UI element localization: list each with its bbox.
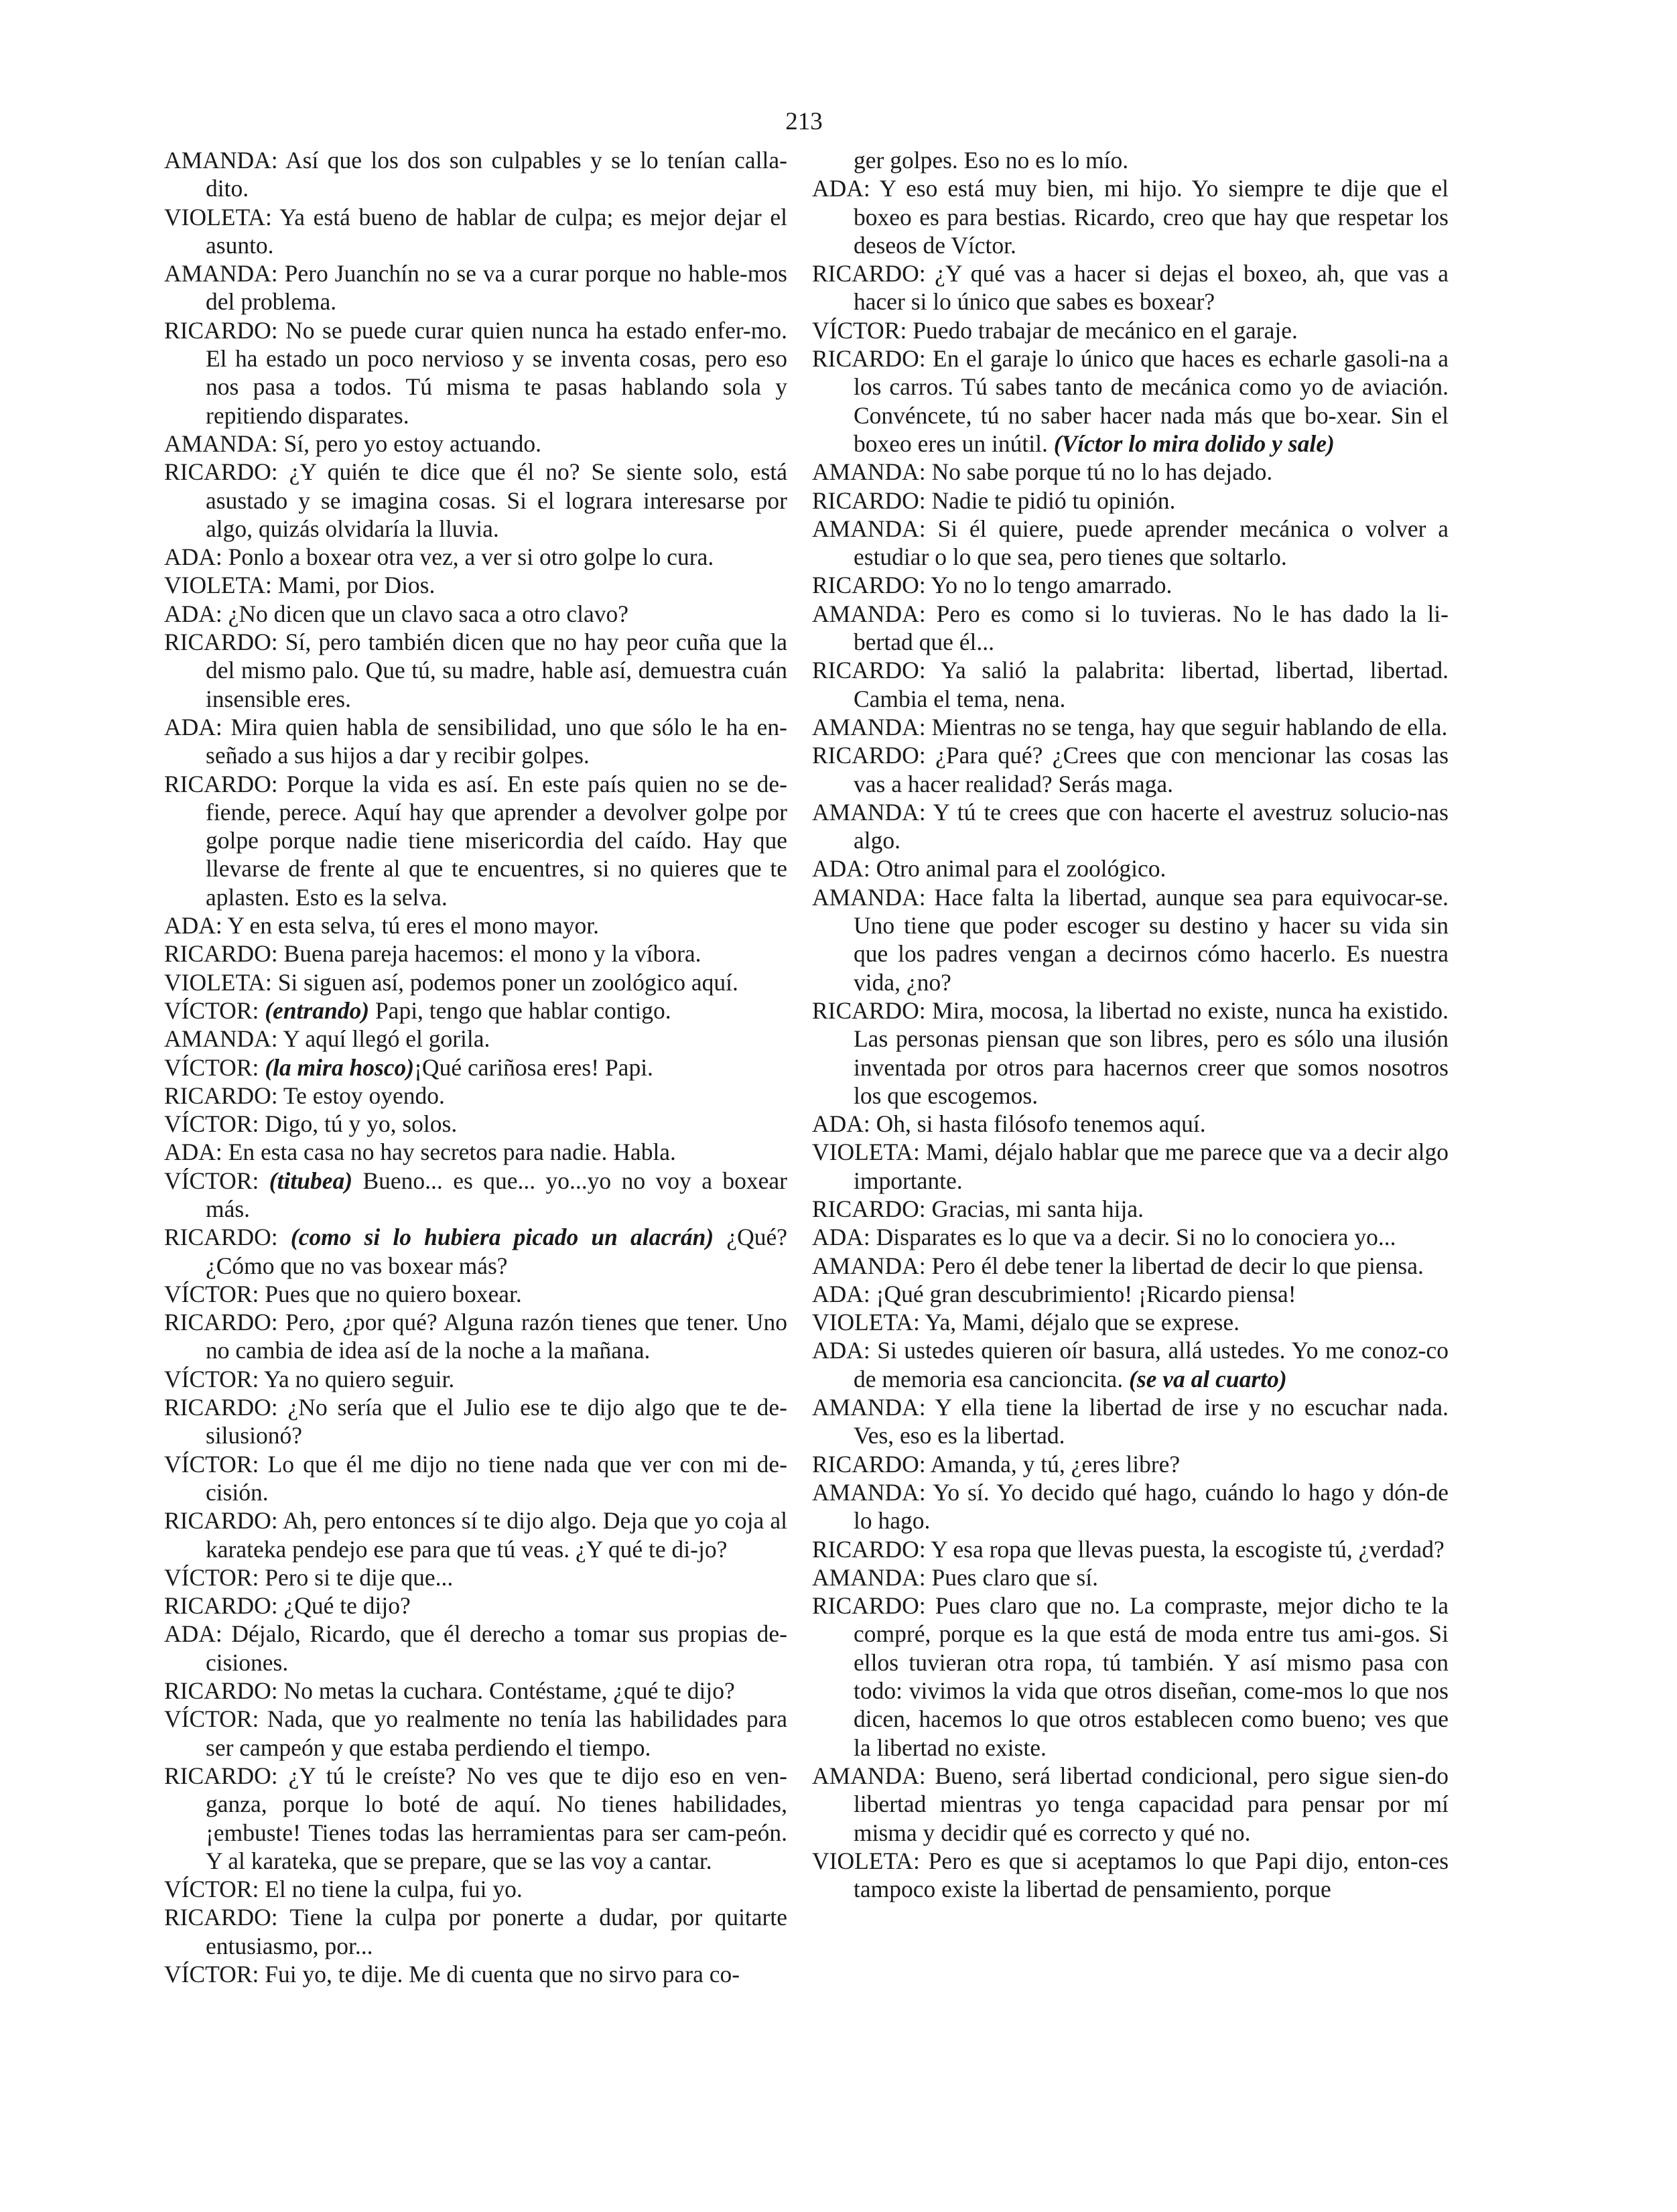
dialogue-text: Buena pareja hacemos: el mono y la víbora. [283, 940, 701, 968]
speaker-name: AMANDA: [164, 260, 278, 287]
dialogue-text: Si él quiere, puede aprender mecánica o volver a estudiar o lo que sea, pero tienes que soltarlo. [854, 515, 1449, 571]
speaker-name: RICARDO: [164, 1224, 278, 1251]
speaker-name: RICARDO: [164, 1677, 278, 1705]
dialogue-line [812, 174, 1449, 259]
dialogue-text: No se puede curar quien nunca ha estado enfer-mo. El ha estado un poco nervioso y se inventa cosas, pero eso nos pasa a todos. Tú misma te pasas hablando sola y repitiendo disparates. [206, 316, 787, 429]
dialogue-text: Bueno... es que... yo...yo no voy a boxear más. [206, 1167, 787, 1222]
dialogue-text: Yo sí. Yo decido qué hago, cuándo lo hago y dón-de lo hago. [854, 1478, 1449, 1535]
speaker-name: RICARDO: [812, 260, 926, 287]
dialogue-line [164, 571, 787, 599]
speaker-name: AMANDA: [812, 600, 926, 627]
dialogue-text: Si siguen así, podemos poner un zoológico aquí. [277, 968, 738, 996]
speaker-name: RICARDO: [164, 1507, 278, 1535]
dialogue-line [164, 1620, 787, 1677]
dialogue-text: ¿No dicen que un clavo saca a otro clavo? [228, 600, 628, 627]
dialogue-line [164, 1677, 787, 1705]
speaker-name: VÍCTOR: [164, 1876, 259, 1903]
dialogue-text: Puedo trabajar de mecánico en el garaje. [913, 316, 1298, 344]
dialogue-text: Lo que él me dijo no tiene nada que ver con mi de-cisión. [206, 1450, 787, 1506]
speaker-name: ADA: [164, 1620, 222, 1648]
dialogue-line [164, 1110, 787, 1138]
dialogue-line [812, 996, 1449, 1110]
speaker-name: RICARDO: [812, 742, 926, 769]
speaker-name: ADA: [164, 912, 222, 939]
dialogue-line [812, 1252, 1449, 1280]
dialogue-text: Y en esta selva, tú eres el mono mayor. [227, 912, 600, 939]
dialogue-line [812, 883, 1449, 996]
dialogue-text: Pero Juanchín no se va a curar porque no hable-mos del problema. [206, 260, 788, 316]
speaker-name: VIOLETA: [812, 1847, 920, 1874]
dialogue-text: Y aquí llegó el gorila. [283, 1025, 490, 1053]
speaker-name: ADA: [812, 1110, 870, 1138]
dialogue-line [164, 259, 787, 316]
stage-direction: (la mira hosco) [265, 1053, 415, 1081]
stage-direction: (como si lo hubiera picado un alacrán) [290, 1224, 714, 1251]
dialogue-line [164, 600, 787, 628]
dialogue-line [812, 1195, 1449, 1223]
speaker-name: ADA: [164, 543, 222, 571]
speaker-name: RICARDO: [812, 1535, 926, 1563]
speaker-name: AMANDA: [812, 515, 926, 542]
dialogue-text: No sabe porque tú no lo has dejado. [931, 458, 1273, 486]
dialogue-text: Sí, pero yo estoy actuando. [283, 430, 542, 457]
dialogue-text: Gracias, mi santa hija. [931, 1195, 1144, 1222]
dialogue-text: Déjalo, Ricardo, que él derecho a tomar sus propias de-cisiones. [206, 1620, 787, 1676]
stage-direction: (Víctor lo mira dolido y sale) [1053, 430, 1335, 457]
dialogue-text: Pues que no quiero boxear. [265, 1280, 522, 1307]
dialogue-line [164, 1365, 787, 1393]
speaker-name: VIOLETA: [812, 1309, 920, 1336]
dialogue-line [812, 344, 1449, 458]
dialogue-text: Digo, tú y yo, solos. [265, 1110, 458, 1138]
dialogue-line [812, 741, 1449, 798]
dialogue-text: ¿No sería que el Julio ese te dijo algo que te de-silusionó? [206, 1394, 788, 1449]
dialogue-line [812, 1535, 1449, 1563]
stage-direction: (se va al cuarto) [1129, 1365, 1287, 1392]
dialogue-text: Pero, ¿por qué? Alguna razón tienes que tener. Uno no cambia de idea así de la noche a la mañana. [206, 1309, 788, 1364]
dialogue-text: Mientras no se tenga, hay que seguir hablando de ella. [931, 713, 1448, 740]
dialogue-line [164, 1082, 787, 1110]
dialogue-line [164, 1762, 787, 1875]
speaker-name: RICARDO: [164, 1394, 278, 1421]
speaker-name: ADA: [812, 1224, 870, 1251]
dialogue-text: Sí, pero también dicen que no hay peor cuña que la del mismo palo. Que tú, su madre, hable así, demuestra cuán insensible eres. [206, 629, 788, 712]
dialogue-line [164, 146, 787, 203]
dialogue-text: ¡Qué cariñosa eres! Papi. [414, 1053, 653, 1081]
speaker-name: AMANDA: [812, 1252, 926, 1279]
stage-direction: (entrando) [265, 996, 370, 1024]
dialogue-line [812, 1280, 1449, 1308]
dialogue-text: ¿Para qué? ¿Crees que con mencionar las cosas las vas a hacer realidad? Serás maga. [854, 742, 1449, 797]
dialogue-text: Mami, déjalo hablar que me parece que va a decir algo importante. [854, 1138, 1449, 1194]
dialogue-line [812, 1847, 1449, 1904]
speaker-name: AMANDA: [164, 1025, 278, 1053]
speaker-name: VIOLETA: [164, 203, 272, 231]
speaker-name: VÍCTOR: [812, 316, 907, 344]
dialogue-line [164, 939, 787, 968]
dialogue-line [812, 1336, 1449, 1393]
speaker-name: VÍCTOR: [164, 1961, 259, 1988]
speaker-name: RICARDO: [164, 1904, 278, 1931]
speaker-name: RICARDO: [164, 316, 278, 344]
dialogue-line [812, 1110, 1449, 1138]
dialogue-line [812, 259, 1449, 316]
speaker-name: RICARDO: [164, 770, 278, 797]
dialogue-text: ¿Y tú le creíste? No ves que te dijo eso en ven-ganza, porque lo boté de aquí. No tienes habilidades, ¡embuste! Tienes todas las herramientas para ser cam-peón. Y al karateka, que se prepare, que se las voy a cantar. [206, 1762, 787, 1874]
dialogue-text: Y ella tiene la libertad de irse y no escuchar nada. Ves, eso es la libertad. [854, 1394, 1449, 1449]
speaker-name: RICARDO: [812, 1195, 926, 1222]
dialogue-line [164, 1308, 787, 1365]
dialogue-line [812, 1308, 1449, 1336]
dialogue-line [812, 1591, 1449, 1762]
dialogue-line [164, 968, 787, 996]
speaker-name: ADA: [164, 1138, 222, 1166]
dialogue-text: Bueno, será libertad condicional, pero sigue sien-do libertad mientras yo tenga capacidad para pensar por mí misma y decidir qué es correcto y qué no. [854, 1762, 1449, 1846]
dialogue-text: Así que los dos son culpables y se lo tenían calla-dito. [206, 147, 787, 202]
speaker-name: VÍCTOR: [164, 1280, 259, 1307]
speaker-name: VÍCTOR: [164, 1110, 259, 1138]
speaker-name: RICARDO: [812, 1592, 926, 1620]
dialogue-text: Pero si te dije que... [265, 1563, 454, 1591]
speaker-name: AMANDA: [812, 1394, 926, 1421]
continued-line: ger golpes. Eso no es lo mío. [854, 147, 1129, 174]
speaker-name: RICARDO: [164, 458, 278, 486]
dialogue-text: ¿Qué te dijo? [283, 1592, 411, 1620]
dialogue-line [812, 713, 1449, 741]
speaker-name: RICARDO: [164, 940, 278, 968]
dialogue-text: Otro animal para el zoológico. [876, 855, 1166, 883]
dialogue-line [164, 1591, 787, 1620]
dialogue-line [164, 1223, 787, 1280]
dialogue-line [164, 1506, 787, 1563]
dialogue-line [164, 911, 787, 939]
speaker-name: VÍCTOR: [164, 1053, 259, 1081]
dialogue-text: Mira, mocosa, la libertad no existe, nunca ha existido. Las personas piensan que son libres, pero es sólo una ilusión inventada por otros para hacernos creer que somos nosotros los que escogemos. [854, 996, 1449, 1109]
dialogue-line [164, 203, 787, 260]
dialogue-text: Mami, por Dios. [277, 572, 435, 599]
dialogue-line [164, 430, 787, 458]
dialogue-line [164, 1875, 787, 1903]
dialogue-text: Ah, pero entonces sí te dijo algo. Deja que yo coja al karateka pendejo ese para que tú veas. ¿Y qué te di-jo? [206, 1507, 787, 1563]
dialogue-text: Fui yo, te dije. Me di cuenta que no sirvo para co- [265, 1961, 740, 1988]
dialogue-line [164, 1960, 787, 1988]
dialogue-text: Papi, tengo que hablar contigo. [369, 996, 671, 1024]
dialogue-text: Ponlo a boxear otra vez, a ver si otro golpe lo cura. [228, 543, 714, 571]
dialogue-text: Te estoy oyendo. [283, 1082, 445, 1109]
dialogue-text: Ya, Mami, déjalo que se exprese. [925, 1309, 1239, 1336]
speaker-name: RICARDO: [812, 486, 926, 514]
speaker-name: ADA: [812, 175, 870, 202]
dialogue-line [164, 1563, 787, 1591]
dialogue-line [812, 1138, 1449, 1195]
speaker-name: RICARDO: [812, 345, 926, 373]
dialogue-line [812, 1478, 1449, 1535]
dialogue-text: Tiene la culpa por ponerte a dudar, por quitarte entusiasmo, por... [206, 1904, 787, 1959]
dialogue-text: Nada, que yo realmente no tenía las habilidades para ser campeón y que estaba perdiendo el tiempo. [206, 1705, 787, 1761]
dialogue-line [164, 1138, 787, 1166]
stage-direction: (titubea) [269, 1167, 353, 1194]
dialogue-text: Ya no quiero seguir. [263, 1365, 455, 1392]
speaker-name: RICARDO: [812, 657, 926, 684]
speaker-name: ADA: [812, 1280, 870, 1307]
dialogue-line [812, 798, 1449, 855]
dialogue-text: Y esa ropa que llevas puesta, la escogiste tú, ¿verdad? [931, 1535, 1445, 1563]
dialogue-text: Pero es como si lo tuvieras. No le has dado la li-bertad que él... [854, 600, 1449, 656]
speaker-name: VÍCTOR: [164, 996, 259, 1024]
dialogue-text: ¿Qué? ¿Cómo que no vas boxear más? [206, 1224, 787, 1279]
dialogue-line [164, 1450, 787, 1507]
speaker-name: RICARDO: [812, 996, 926, 1024]
dialogue-text: Pero es que si aceptamos lo que Papi dijo, enton-ces tampoco existe la libertad de pensamiento, porque [854, 1847, 1449, 1903]
dialogue-text: Si ustedes quieren oír basura, allá ustedes. Yo me conoz-co de memoria esa cancioncita. [854, 1337, 1449, 1392]
dialogue-line [812, 316, 1449, 344]
dialogue-text: ¿Y quién te dice que él no? Se siente solo, está asustado y se imagina cosas. Si el lograra interesarse por algo, quizás olvidaría la lluvia. [206, 458, 787, 542]
dialogue-line [164, 713, 787, 770]
dialogue-line [812, 600, 1449, 657]
dialogue-text: Ya salió la palabrita: libertad, libertad, libertad. Cambia el tema, nena. [854, 657, 1449, 712]
dialogue-text: Pues claro que sí. [931, 1563, 1098, 1591]
dialogue-line [812, 571, 1449, 599]
speaker-name: ADA: [812, 1337, 870, 1364]
page-number: 213 [785, 108, 823, 135]
speaker-name: VIOLETA: [164, 572, 272, 599]
speaker-name: AMANDA: [812, 1762, 926, 1789]
speaker-name: AMANDA: [164, 430, 278, 457]
speaker-name: RICARDO: [812, 572, 926, 599]
dialogue-line [812, 1450, 1449, 1478]
dialogue-line [812, 656, 1449, 713]
dialogue-text: El no tiene la culpa, fui yo. [265, 1876, 523, 1903]
dialogue-line [164, 1167, 787, 1224]
speaker-name: VÍCTOR: [164, 1450, 259, 1478]
dialogue-text: Oh, si hasta filósofo tenemos aquí. [876, 1110, 1206, 1138]
speaker-name: VÍCTOR: [164, 1705, 259, 1733]
dialogue-line [812, 515, 1449, 572]
dialogue-line [812, 1762, 1449, 1847]
dialogue-line [812, 486, 1449, 515]
speaker-name: VÍCTOR: [164, 1365, 259, 1392]
dialogue-text: Amanda, y tú, ¿eres libre? [930, 1450, 1181, 1478]
speaker-name: ADA: [812, 855, 870, 883]
speaker-name: AMANDA: [812, 458, 926, 486]
dialogue-line [164, 1903, 787, 1960]
speaker-name: AMANDA: [812, 883, 926, 911]
speaker-name: RICARDO: [164, 1309, 278, 1336]
dialogue-line [164, 458, 787, 543]
speaker-name: RICARDO: [164, 629, 278, 656]
dialogue-text: Pero él debe tener la libertad de decir lo que piensa. [931, 1252, 1424, 1279]
dialogue-text: Ya está bueno de hablar de culpa; es mejor dejar el asunto. [206, 203, 788, 259]
dialogue-line [164, 1053, 787, 1082]
dialogue-text: Hace falta la libertad, aunque sea para equivocar-se. Uno tiene que poder escoger su destino y hacer su vida sin que los padres vengan a decirnos cómo hacerlo. Es nuestra vida, ¿no? [854, 883, 1449, 996]
dialogue-line [164, 996, 787, 1025]
speaker-name: RICARDO: [164, 1592, 278, 1620]
dialogue-text: No metas la cuchara. Contéstame, ¿qué te dijo? [283, 1677, 735, 1705]
dialogue-line [164, 543, 787, 571]
speaker-name: AMANDA: [164, 147, 278, 174]
dialogue-text: Pues claro que no. La compraste, mejor dicho te la compré, porque es la que está de moda entre tus ami-gos. Si ellos tuvieran otra ropa, tú también. Y así mismo pasa con todo: vivimos la vida que otros diseñan, come-mos lo que nos dicen, hacemos lo que otros establecen como bueno; ves que la libertad no existe. [854, 1592, 1449, 1761]
speaker-name: ADA: [164, 600, 222, 627]
speaker-name: AMANDA: [812, 713, 926, 740]
dialogue-text: Mira quien habla de sensibilidad, uno que sólo le ha en-señado a sus hijos a dar y recibir golpes. [206, 713, 787, 769]
dialogue-text: ¡Qué gran descubrimiento! ¡Ricardo piensa! [876, 1280, 1296, 1307]
dialogue-line [164, 1393, 787, 1450]
dialogue-text: En el garaje lo único que haces es echarle gasoli-na a los carros. Tú sabes tanto de mecánica como yo de aviación. Convéncete, tú no saber hacer nada más que bo-xear. Sin el boxeo eres un inútil. [854, 345, 1449, 457]
speaker-name: AMANDA: [812, 798, 926, 826]
right-column [812, 146, 1449, 1903]
dialogue-line [812, 1393, 1449, 1450]
dialogue-line [164, 770, 787, 911]
dialogue-text: ¿Y qué vas a hacer si dejas el boxeo, ah, que vas a hacer si lo único que sabes es boxear? [854, 260, 1449, 316]
left-column [164, 146, 787, 1988]
speaker-name: VÍCTOR: [164, 1167, 259, 1194]
dialogue-line [164, 1705, 787, 1762]
dialogue-text: Y tú te crees que con hacerte el avestruz solucio-nas algo. [854, 798, 1449, 854]
dialogue-text: En esta casa no hay secretos para nadie. Habla. [228, 1138, 676, 1166]
dialogue-text: Yo no lo tengo amarrado. [931, 572, 1172, 599]
dialogue-line [812, 1563, 1449, 1591]
dialogue-text: Disparates es lo que va a decir. Si no lo conociera yo... [876, 1224, 1396, 1251]
dialogue-line [164, 1025, 787, 1053]
dialogue-line [812, 1223, 1449, 1251]
speaker-name: VIOLETA: [812, 1138, 920, 1166]
dialogue-line [812, 854, 1449, 883]
speaker-name: AMANDA: [812, 1478, 926, 1506]
speaker-name: RICARDO: [164, 1762, 278, 1789]
dialogue-text: Y eso está muy bien, mi hijo. Yo siempre te dije que el boxeo es para bestias. Ricardo, creo que hay que respetar los deseos de Víctor. [854, 175, 1449, 259]
speaker-name: VÍCTOR: [164, 1563, 259, 1591]
speaker-name: VIOLETA: [164, 968, 272, 996]
speaker-name: ADA: [164, 713, 222, 740]
dialogue-line [164, 1280, 787, 1308]
dialogue-line [164, 628, 787, 713]
dialogue-line [164, 316, 787, 430]
dialogue-line [812, 458, 1449, 486]
dialogue-text: Porque la vida es así. En este país quien no se de-fiende, perece. Aquí hay que aprender a devolver golpe por golpe porque nadie tiene misericordia del caído. Hay que llevarse de frente al que te encuentres, si no quieres que te aplasten. Esto es la selva. [206, 770, 787, 911]
dialogue-text: Nadie te pidió tu opinión. [931, 486, 1176, 514]
speaker-name: RICARDO: [164, 1082, 278, 1109]
speaker-name: AMANDA: [812, 1563, 926, 1591]
speaker-name: RICARDO: [812, 1450, 926, 1478]
